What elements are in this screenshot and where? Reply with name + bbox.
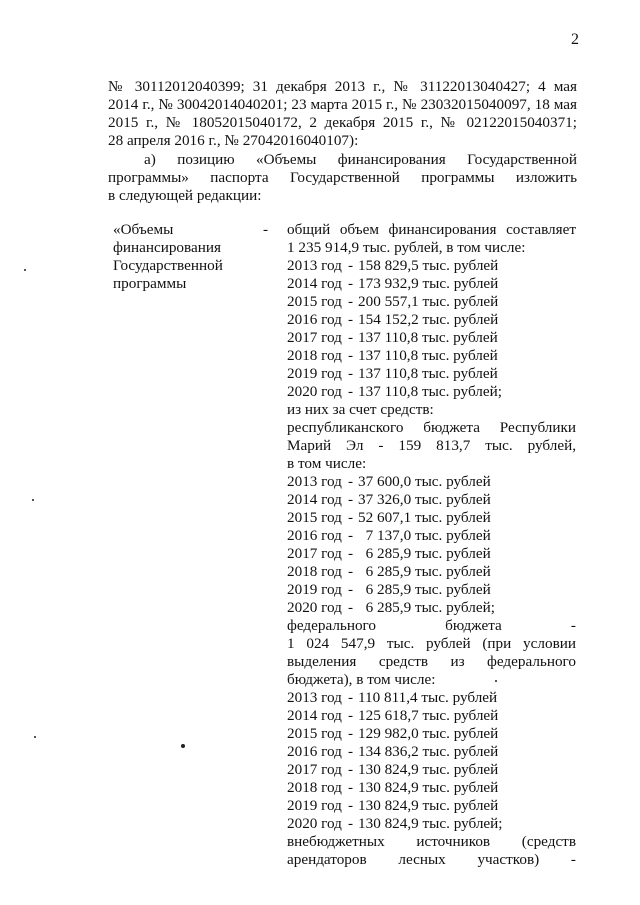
position-name-line: финансирования <box>113 239 221 256</box>
year-dash: - <box>348 707 354 724</box>
year-amount: 7 137,0 тыс. рублей <box>358 527 491 544</box>
intro-line: 2015 г., № 18052015040172, 2 декабря 2015 г., № 02122015040371; <box>108 114 577 131</box>
year-label: 2015 год <box>287 725 342 742</box>
financing-text-column <box>287 221 576 869</box>
page-number: 2 <box>571 31 579 48</box>
intro-line: № 30112012040399; 31 декабря 2013 г., № 31122013040427; 4 мая <box>108 78 577 95</box>
position-name-column <box>113 221 273 293</box>
year-dash: - <box>348 761 354 778</box>
year-amount: 200 557,1 тыс. рублей <box>358 293 499 310</box>
item-a-line: а) позицию «Объемы финансирования Государственной <box>144 151 577 168</box>
year-dash: - <box>348 473 354 490</box>
year-dash: - <box>348 365 354 382</box>
year-amount: 52 607,1 тыс. рублей <box>358 509 491 526</box>
item-a-line: программы» паспорта Государственной программы изложить <box>108 169 577 186</box>
year-row <box>287 509 576 527</box>
year-amount: 137 110,8 тыс. рублей <box>358 347 498 364</box>
year-amount: 37 600,0 тыс. рублей <box>358 473 491 490</box>
year-label: 2013 год <box>287 689 342 706</box>
year-amount: 137 110,8 тыс. рублей <box>358 365 498 382</box>
republican-budget-line: республиканского бюджета Республики <box>287 419 576 436</box>
item-a-paragraph <box>108 151 577 205</box>
year-amount: 137 110,8 тыс. рублей <box>358 329 498 346</box>
year-row <box>287 473 576 491</box>
year-dash: - <box>348 581 354 598</box>
year-row <box>287 581 576 599</box>
year-row <box>287 743 576 761</box>
scan-speck <box>24 269 26 271</box>
year-label: 2019 год <box>287 581 342 598</box>
scan-dot <box>181 744 185 748</box>
year-label: 2014 год <box>287 491 342 508</box>
year-amount: 6 285,9 тыс. рублей <box>358 545 491 562</box>
extrabudget-line: арендаторов лесных участков) - <box>287 851 576 868</box>
year-dash: - <box>348 725 354 742</box>
year-dash: - <box>348 527 354 544</box>
position-dash: - <box>263 221 269 238</box>
year-label: 2019 год <box>287 797 342 814</box>
year-amount: 154 152,2 тыс. рублей <box>358 311 499 328</box>
year-row <box>287 725 576 743</box>
year-amount: 125 618,7 тыс. рублей <box>358 707 499 724</box>
year-label: 2020 год <box>287 383 342 400</box>
year-label: 2015 год <box>287 293 342 310</box>
item-a-line: в следующей редакции: <box>108 187 262 204</box>
year-dash: - <box>348 689 354 706</box>
year-dash: - <box>348 347 354 364</box>
year-label: 2017 год <box>287 329 342 346</box>
year-amount: 6 285,9 тыс. рублей <box>358 563 491 580</box>
year-amount: 129 982,0 тыс. рублей <box>358 725 499 742</box>
total-financing-line: 1 235 914,9 тыс. рублей, в том числе: <box>287 239 526 256</box>
year-row <box>287 761 576 779</box>
year-amount: 6 285,9 тыс. рублей <box>358 581 491 598</box>
year-row <box>287 275 576 293</box>
from-funds-line: из них за счет средств: <box>287 401 434 418</box>
position-name-line: Государственной <box>113 257 223 274</box>
year-amount: 137 110,8 тыс. рублей; <box>358 383 502 400</box>
year-amount: 130 824,9 тыс. рублей <box>358 761 499 778</box>
year-label: 2015 год <box>287 509 342 526</box>
year-dash: - <box>348 491 354 508</box>
intro-paragraph <box>108 78 577 150</box>
year-amount: 130 824,9 тыс. рублей <box>358 797 499 814</box>
intro-line: 2014 г., № 30042014040201; 23 марта 2015 г., № 23032015040097, 18 мая <box>108 96 577 113</box>
total-financing-line: общий объем финансирования составляет <box>287 221 576 238</box>
year-dash: - <box>348 743 354 760</box>
year-amount: 158 829,5 тыс. рублей <box>358 257 499 274</box>
year-row <box>287 293 576 311</box>
year-row <box>287 527 576 545</box>
scan-speck <box>495 680 497 682</box>
year-label: 2017 год <box>287 545 342 562</box>
year-label: 2016 год <box>287 743 342 760</box>
federal-budget-line: бюджета), в том числе: <box>287 671 436 688</box>
year-label: 2018 год <box>287 563 342 580</box>
scan-speck <box>34 736 36 738</box>
year-row <box>287 491 576 509</box>
year-dash: - <box>348 329 354 346</box>
year-label: 2016 год <box>287 527 342 544</box>
year-amount: 130 824,9 тыс. рублей; <box>358 815 503 832</box>
scan-speck <box>32 499 34 501</box>
year-label: 2016 год <box>287 311 342 328</box>
intro-line: 28 апреля 2016 г., № 27042016040107): <box>108 132 359 149</box>
year-label: 2020 год <box>287 815 342 832</box>
year-row <box>287 311 576 329</box>
year-row <box>287 563 576 581</box>
year-dash: - <box>348 293 354 310</box>
year-dash: - <box>348 257 354 274</box>
year-dash: - <box>348 815 354 832</box>
year-row <box>287 797 576 815</box>
year-dash: - <box>348 545 354 562</box>
year-amount: 173 932,9 тыс. рублей <box>358 275 499 292</box>
year-label: 2014 год <box>287 275 342 292</box>
year-row <box>287 707 576 725</box>
year-dash: - <box>348 275 354 292</box>
year-row <box>287 347 576 365</box>
year-dash: - <box>348 797 354 814</box>
year-label: 2013 год <box>287 257 342 274</box>
year-dash: - <box>348 599 354 616</box>
year-label: 2017 год <box>287 761 342 778</box>
position-name-line: программы <box>113 275 187 292</box>
year-dash: - <box>348 563 354 580</box>
year-row <box>287 815 576 833</box>
year-label: 2014 год <box>287 707 342 724</box>
year-label: 2018 год <box>287 347 342 364</box>
year-row <box>287 257 576 275</box>
republican-budget-line: в том числе: <box>287 455 367 472</box>
year-row <box>287 689 576 707</box>
federal-budget-line: 1 024 547,9 тыс. рублей (при условии <box>287 635 576 652</box>
republican-budget-line: Марий Эл - 159 813,7 тыс. рублей, <box>287 437 576 454</box>
federal-budget-line: федерального бюджета - <box>287 617 576 634</box>
year-dash: - <box>348 779 354 796</box>
year-dash: - <box>348 509 354 526</box>
year-label: 2019 год <box>287 365 342 382</box>
year-label: 2018 год <box>287 779 342 796</box>
year-amount: 134 836,2 тыс. рублей <box>358 743 499 760</box>
year-dash: - <box>348 383 354 400</box>
year-row <box>287 329 576 347</box>
year-row <box>287 779 576 797</box>
year-amount: 130 824,9 тыс. рублей <box>358 779 499 796</box>
year-amount: 37 326,0 тыс. рублей <box>358 491 491 508</box>
extrabudget-line: внебюджетных источников (средств <box>287 833 576 850</box>
year-dash: - <box>348 311 354 328</box>
year-row <box>287 545 576 563</box>
federal-budget-line: выделения средств из федерального <box>287 653 576 670</box>
year-row <box>287 365 576 383</box>
year-label: 2020 год <box>287 599 342 616</box>
position-name-line: «Объемы <box>113 221 174 238</box>
year-row <box>287 383 576 401</box>
year-row <box>287 599 576 617</box>
year-label: 2013 год <box>287 473 342 490</box>
year-amount: 6 285,9 тыс. рублей; <box>358 599 495 616</box>
year-amount: 110 811,4 тыс. рублей <box>358 689 498 706</box>
